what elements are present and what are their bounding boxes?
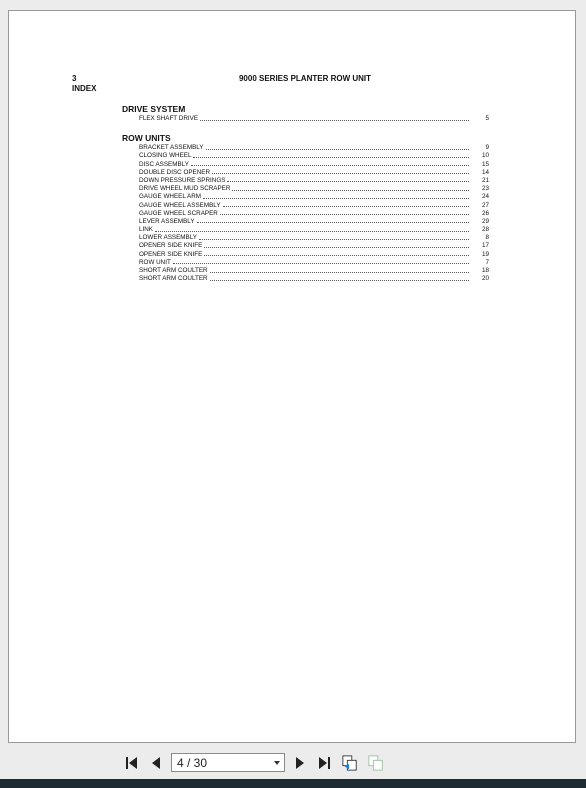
toc-entry-page: 19 bbox=[481, 250, 489, 258]
dot-leader bbox=[210, 272, 469, 273]
dot-leader bbox=[223, 206, 469, 207]
toc-entry-label: OPENER SIDE KNIFE bbox=[139, 250, 203, 258]
toc-entry[interactable] bbox=[139, 209, 489, 217]
toc-entry-label: OPENER SIDE KNIFE bbox=[139, 242, 203, 250]
page-indicator: 4 / 30 bbox=[177, 755, 208, 770]
section-heading-drive-system: DRIVE SYSTEM bbox=[122, 104, 186, 114]
toc-entry-label: ROW UNIT bbox=[139, 258, 171, 266]
toc-entry[interactable] bbox=[139, 249, 489, 257]
toc-entry-page: 10 bbox=[481, 152, 489, 160]
next-page-icon bbox=[294, 756, 306, 770]
toc-entry-label: DOUBLE DISC OPENER bbox=[139, 168, 211, 176]
toc-entry-page: 26 bbox=[481, 209, 489, 217]
toc-entry-page: 28 bbox=[481, 226, 489, 234]
toc-entry[interactable] bbox=[139, 114, 489, 122]
toc-entry-label: SHORT ARM COULTER bbox=[139, 267, 208, 274]
page-title: 9000 SERIES PLANTER ROW UNIT bbox=[238, 74, 372, 83]
page-selector[interactable] bbox=[171, 753, 285, 772]
dot-leader bbox=[173, 263, 469, 264]
paste-icon bbox=[368, 754, 384, 772]
toc-entry-page: 17 bbox=[481, 242, 489, 250]
dot-leader bbox=[199, 239, 469, 240]
page-number: 3 bbox=[72, 74, 77, 83]
previous-page-button[interactable] bbox=[148, 755, 164, 771]
previous-page-icon bbox=[150, 756, 162, 770]
toc-entry-label: DRIVE WHEEL MUD SCRAPER bbox=[139, 185, 231, 193]
toc-entry[interactable] bbox=[139, 225, 489, 233]
toc-entry[interactable] bbox=[139, 233, 489, 241]
toc-entry[interactable] bbox=[139, 266, 489, 274]
toc-entry-page: 7 bbox=[485, 258, 489, 266]
toc-entry-label: DISC ASSEMBLY bbox=[139, 160, 189, 168]
dot-leader bbox=[210, 280, 469, 281]
toc-entry-label: CLOSING WHEEL bbox=[139, 152, 192, 160]
toc-entry[interactable] bbox=[139, 200, 489, 208]
dot-leader bbox=[197, 222, 469, 223]
toc-entry-page: 14 bbox=[481, 168, 489, 176]
index-label: INDEX bbox=[72, 84, 97, 93]
toc-entry-page: 23 bbox=[481, 185, 489, 193]
dot-leader bbox=[220, 214, 469, 215]
dot-leader bbox=[206, 149, 469, 150]
toc-entry-page: 8 bbox=[485, 234, 489, 242]
toc-entry-label: FLEX SHAFT DRIVE bbox=[139, 115, 199, 123]
first-page-icon bbox=[124, 756, 140, 770]
toc-entry[interactable] bbox=[139, 258, 489, 266]
dot-leader bbox=[204, 247, 469, 248]
toc-entry-page: 15 bbox=[481, 160, 489, 168]
dot-leader bbox=[200, 120, 469, 121]
toc-entry-page: 24 bbox=[481, 193, 489, 201]
next-page-button[interactable] bbox=[292, 755, 308, 771]
toc-entry[interactable] bbox=[139, 159, 489, 167]
toc-entry-label: SHORT ARM COULTER bbox=[139, 275, 208, 283]
viewer-toolbar bbox=[0, 745, 586, 779]
toc-entry-label: GAUGE WHEEL ASSEMBLY bbox=[139, 201, 221, 209]
last-page-button[interactable] bbox=[316, 755, 332, 771]
dot-leader bbox=[227, 181, 469, 182]
toc-entry-label: LOWER ASSEMBLY bbox=[139, 234, 197, 242]
first-page-button[interactable] bbox=[124, 755, 140, 771]
toc-entry-page: 5 bbox=[485, 115, 489, 123]
toc-entry-page: 20 bbox=[481, 275, 489, 283]
chevron-down-icon bbox=[274, 761, 280, 765]
toc-entry-page: 27 bbox=[481, 201, 489, 209]
toc-list-drive-system bbox=[139, 114, 489, 122]
dot-leader bbox=[212, 173, 469, 174]
dot-leader bbox=[232, 190, 469, 191]
section-heading-row-units: ROW UNITS bbox=[122, 133, 171, 143]
toc-entry[interactable] bbox=[139, 151, 489, 159]
toc-entry[interactable] bbox=[139, 176, 489, 184]
copy-icon bbox=[342, 754, 358, 772]
toc-entry-label: BRACKET ASSEMBLY bbox=[139, 144, 204, 152]
toc-entry-page: 9 bbox=[485, 144, 489, 152]
toc-entry[interactable] bbox=[139, 168, 489, 176]
dot-leader bbox=[204, 255, 469, 256]
toc-entry[interactable] bbox=[139, 143, 489, 151]
toc-entry-page: 21 bbox=[481, 176, 489, 184]
toc-list-row-units bbox=[139, 143, 489, 282]
toc-entry-page: 18 bbox=[481, 267, 489, 274]
dot-leader bbox=[155, 231, 469, 232]
toc-entry[interactable] bbox=[139, 241, 489, 249]
toc-entry[interactable] bbox=[139, 184, 489, 192]
dot-leader bbox=[193, 157, 469, 158]
toc-entry-label: LINK bbox=[139, 226, 153, 234]
toc-entry[interactable] bbox=[139, 217, 489, 225]
last-page-icon bbox=[316, 756, 332, 770]
paste-button[interactable] bbox=[368, 755, 384, 771]
toc-entry-label: DOWN PRESSURE SPRINGS bbox=[139, 176, 226, 184]
toc-entry-label: LEVER ASSEMBLY bbox=[139, 217, 195, 225]
toc-entry[interactable] bbox=[139, 192, 489, 200]
taskbar bbox=[0, 779, 586, 788]
toc-entry-label: GAUGE WHEEL ARM bbox=[139, 193, 202, 201]
toc-entry[interactable] bbox=[139, 274, 489, 282]
copy-button[interactable] bbox=[342, 755, 358, 771]
dot-leader bbox=[203, 198, 469, 199]
document-page bbox=[8, 10, 576, 743]
toc-entry-label: GAUGE WHEEL SCRAPER bbox=[139, 209, 218, 217]
toc-entry-page: 29 bbox=[481, 217, 489, 225]
dot-leader bbox=[191, 165, 469, 166]
